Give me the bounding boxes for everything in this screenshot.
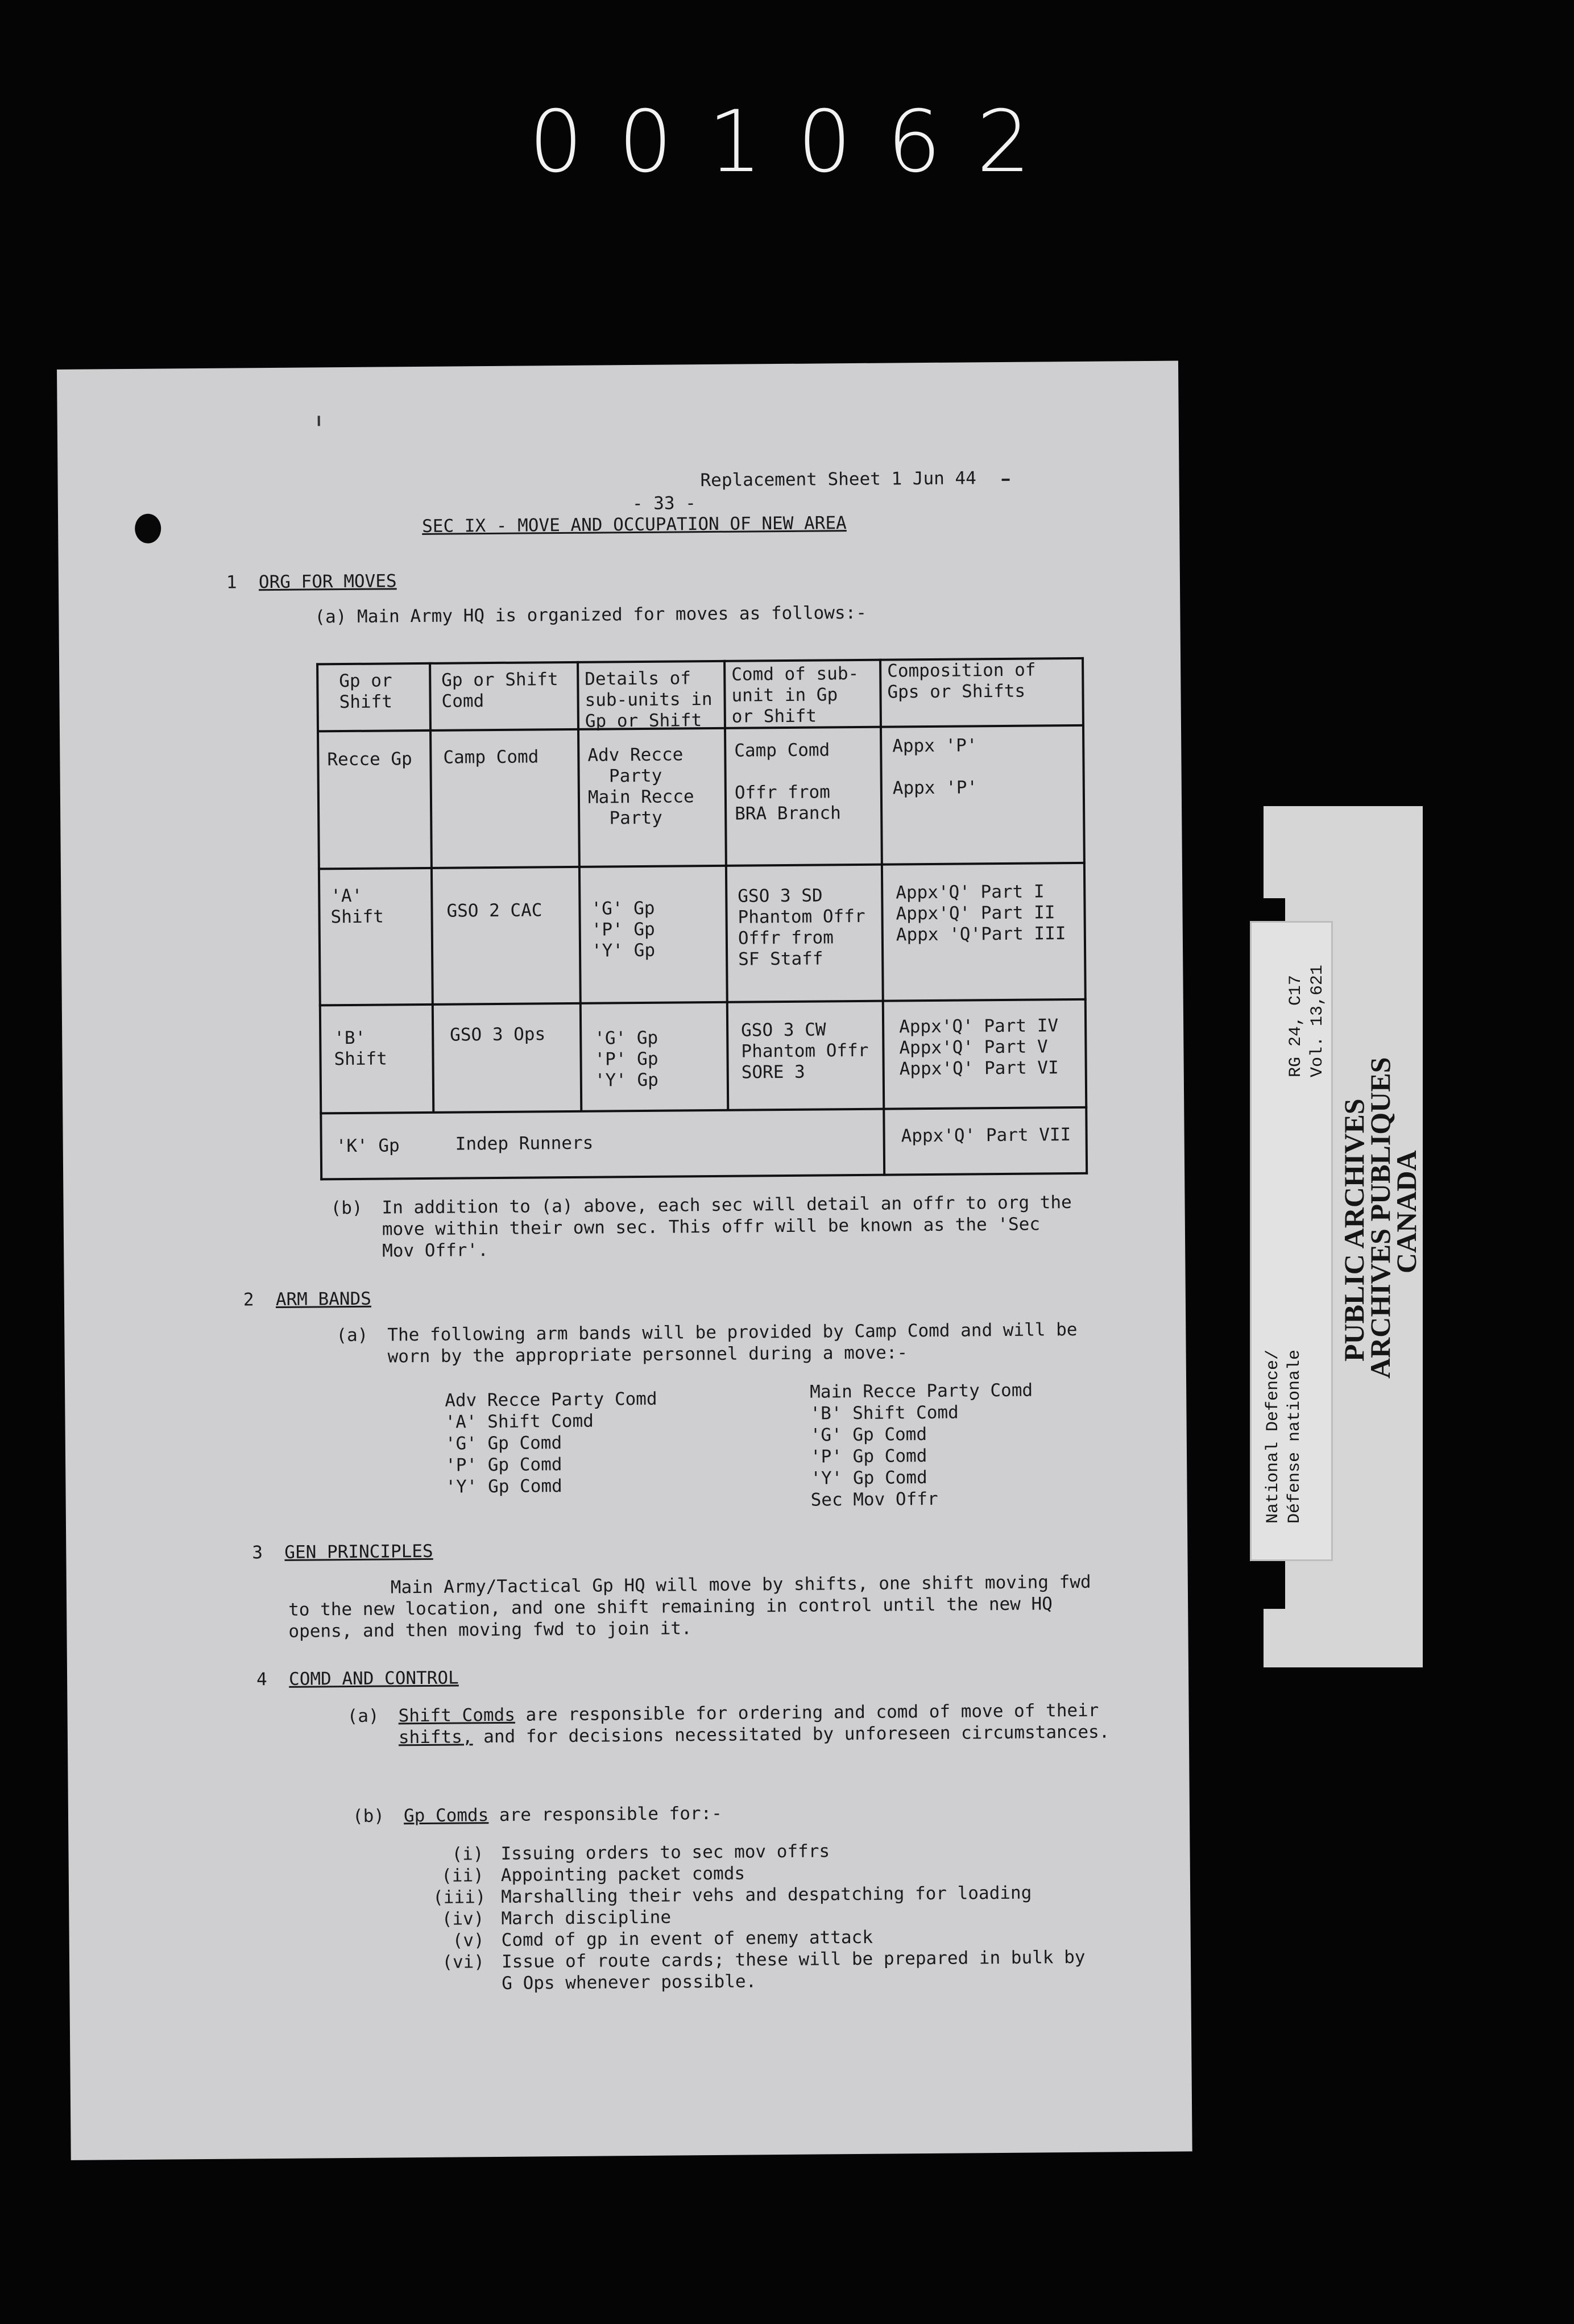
arm-band-right: Sec Mov Offr [810,1488,938,1510]
para-4-number: 4 [256,1669,267,1690]
para-2a-line: worn by the appropriate personnel during a move:- [387,1342,908,1367]
shift-comds-term: Shift Comds [398,1704,516,1727]
page-number: - 33 - [632,493,697,514]
table-cell: GSO 3 SD Phantom Offr Offr from SF Staff [738,885,865,970]
table-header-sub-unit-comd: Comd of sub- unit in Gp or Shift [731,663,859,727]
arm-band-right: 'P' Gp Comd [810,1446,927,1467]
para-1b-line: move within their own sec. This offr will be known as the 'Sec [382,1214,1041,1240]
org-for-moves-table [316,657,1088,1181]
list-item-text: Issuing orders to sec mov offrs [500,1841,830,1864]
table-cell: Appx'Q' Part VII [901,1124,1071,1147]
table-cell: Appx'Q' Part I Appx'Q' Part II Appx 'Q'Part III [896,881,1066,945]
para-1b-line: In addition to (a) above, each sec will detail an offr to org the [382,1192,1072,1218]
arm-band-right: 'B' Shift Comd [810,1402,959,1424]
arm-band-left: 'Y' Gp Comd [445,1476,562,1497]
list-item-number: (iii) [432,1887,486,1908]
list-item-number: (v) [452,1930,484,1951]
list-item-text: Issue of route cards; these will be prepared in bulk by [501,1947,1086,1972]
para-1a-text: (a) Main Army HQ is organized for moves as follows:- [314,602,867,628]
para-3-line: Main Army/Tactical Gp HQ will move by shifts, one shift moving fwd [390,1571,1091,1598]
para-2a-line: The following arm bands will be provided by Camp Comd and will be [387,1319,1078,1346]
table-cell: 'G' Gp 'P' Gp 'Y' Gp [594,1027,658,1091]
list-item-text: Appointing packet comds [500,1863,745,1886]
para-3-title: GEN PRINCIPLES [284,1541,433,1563]
para-1-number: 1 [226,572,237,593]
para-3-number: 3 [252,1542,263,1563]
microfilm-frame-number: 001062 [529,93,1066,192]
table-header-details: Details of sub-units in Gp or Shift [585,668,713,732]
list-item-text: March discipline [501,1907,672,1929]
section-title: SEC IX - MOVE AND OCCUPATION OF NEW AREA [422,513,847,537]
para-4a-label: (a) [347,1705,379,1727]
pen-mark [318,416,320,426]
shifts-term: shifts, [398,1727,473,1748]
archive-org-en: PUBLIC ARCHIVES [1338,1098,1370,1362]
para-4a-line: shifts, and for decisions necessitated by unforeseen circumstances. [398,1721,1110,1748]
archive-dept-en: National Defence/ [1264,1349,1283,1524]
archive-org-fr: ARCHIVES PUBLIQUES [1364,1057,1396,1379]
list-item-text: Comd of gp in event of enemy attack [501,1927,873,1951]
arm-band-right: 'G' Gp Comd [810,1424,927,1446]
para-1b-label: (b) [330,1197,363,1219]
table-header-gp-or-shift: Gp or Shift [339,670,393,713]
table-cell: 'K' Gp [335,1135,400,1157]
list-item-number: (vi) [442,1952,485,1973]
para-4-title: COMD AND CONTROL [288,1667,459,1690]
arm-band-left: Adv Recce Party Comd [445,1388,657,1411]
list-item-number: (i) [452,1844,484,1865]
para-3-line: opens, and then moving fwd to join it. [288,1618,692,1642]
table-cell: Appx 'P' Appx 'P' [892,735,978,799]
table-cell: Camp Comd Offr from BRA Branch [734,740,841,824]
archive-dept-fr: Défense nationale [1285,1349,1304,1524]
table-cell: GSO 3 Ops [450,1024,546,1045]
table-header-composition: Composition of Gps or Shifts [887,659,1036,703]
table-cell: Camp Comd [443,746,539,768]
arm-band-left: 'G' Gp Comd [445,1433,562,1454]
para-3-line: to the new location, and one shift remaining in control until the new HQ [288,1593,1053,1620]
para-4b-line: Gp Comds are responsible for:- [403,1803,723,1827]
para-4a-line: Shift Comds are responsible for ordering and comd of move of their [398,1700,1099,1727]
table-cell: Appx'Q' Part IV Appx'Q' Part V Appx'Q' Part VI [898,1015,1059,1080]
para-2-number: 2 [243,1289,254,1310]
replacement-sheet-note: Replacement Sheet 1 Jun 44 [700,468,976,491]
punch-hole [135,514,161,543]
para-1-title: ORG FOR MOVES [258,571,397,593]
gp-comds-term: Gp Comds [403,1805,489,1827]
table-cell: Adv Recce Party Main Recce Party [587,744,694,829]
table-cell: 'A' Shift [330,885,384,928]
list-item-number: (ii) [441,1865,484,1886]
arm-band-right: Main Recce Party Comd [810,1380,1033,1402]
table-cell: GSO 2 CAC [446,900,542,922]
arm-band-right: 'Y' Gp Comd [810,1467,927,1489]
list-item-number: (iv) [441,1908,484,1929]
para-1b-line: Mov Offr'. [382,1240,488,1261]
list-item-continuation: G Ops whenever possible. [502,1971,757,1994]
table-cell: 'B' Shift [334,1027,388,1070]
document-page [57,361,1192,2160]
archive-org-country: CANADA [1390,1150,1422,1273]
table-header-comd: Gp or Shift Comd [441,669,558,712]
para-2a-label: (a) [336,1325,368,1346]
table-cell: GSO 3 CW Phantom Offr SORE 3 [741,1019,869,1083]
para-2-title: ARM BANDS [275,1288,371,1310]
table-cell: Indep Runners [455,1132,594,1155]
table-cell: 'G' Gp 'P' Gp 'Y' Gp [591,898,656,961]
table-cell: Recce Gp [327,749,412,770]
para-4b-label: (b) [352,1806,385,1827]
arm-band-left: 'P' Gp Comd [445,1454,562,1476]
arm-band-left: 'A' Shift Comd [445,1410,594,1433]
pen-dash [1002,479,1010,481]
list-item-text: Marshalling their vehs and despatching for loading [500,1882,1032,1907]
archive-ref-rg: RG 24, C17 [1286,974,1306,1077]
archive-ref-vol: Vol. 13,621 [1308,964,1327,1077]
